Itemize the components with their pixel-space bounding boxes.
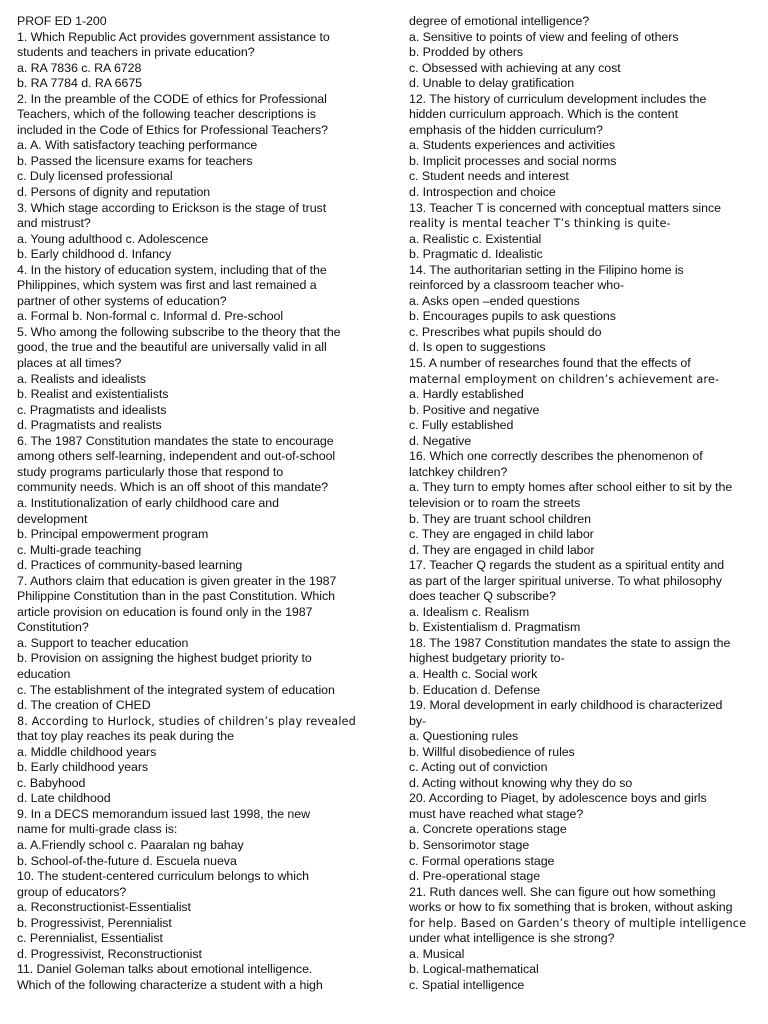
left-column-line: a. Realists and idealists (17, 371, 146, 386)
left-column-line: c. Pragmatists and idealists (17, 402, 167, 417)
left-column-line: c. Perennialist, Essentialist (17, 931, 163, 946)
left-column-line: group of educators? (17, 884, 127, 899)
right-column-line: a. Students experiences and activities (409, 138, 616, 153)
right-column-line: 12. The history of curriculum development includes the (409, 91, 707, 106)
left-column-line: Philippines, which system was first and last remained a (17, 278, 317, 293)
right-column-line: b. Encourages pupils to ask questions (409, 309, 616, 324)
left-column-line: 1. Which Republic Act provides government assistance to (17, 29, 330, 44)
right-column-line: b. Willful disobedience of rules (409, 744, 575, 759)
left-column-line: a. Young adulthood c. Adolescence (17, 231, 209, 246)
left-column-line: a. Institutionalization of early childhood care and (17, 495, 279, 510)
right-column-line: 20. According to Piaget, by adolescence boys and girls (409, 791, 707, 806)
left-column-line: d. Pragmatists and realists (17, 418, 162, 433)
left-column-line: 4. In the history of education system, including that of the (17, 262, 327, 277)
left-column-line: Constitution? (17, 620, 89, 635)
right-column-line: c. Fully established (409, 418, 514, 433)
left-column-line: development (17, 511, 88, 526)
left-column-line: a. Formal b. Non-formal c. Informal d. Pre-school (17, 309, 284, 324)
left-column-line: community needs. Which is an off shoot of this mandate? (17, 480, 329, 495)
right-column-line: as part of the larger spiritual universe. To what philosophy (409, 573, 722, 588)
right-column-line: a. Health c. Social work (409, 666, 538, 681)
right-column-line: hidden curriculum approach. Which is the content (409, 107, 678, 122)
left-column-line: study programs particularly those that respond to (17, 464, 284, 479)
left-column-line: partner of other systems of education? (17, 293, 227, 308)
left-column-line: and mistrust? (17, 216, 91, 231)
left-column-line: education (17, 666, 71, 681)
left-column-line: d. Practices of community-based learning (17, 558, 243, 573)
right-column-line: b. Sensorimotor stage (409, 837, 530, 852)
right-column-line: under what intelligence is she strong? (409, 931, 615, 946)
right-column-line: d. Unable to delay gratification (409, 76, 575, 91)
left-column-line: d. The creation of CHED (17, 698, 151, 713)
left-column-line: among others self-learning, independent and out-of-school (17, 449, 336, 464)
right-column-line: highest budgetary priority to- (409, 651, 565, 666)
right-column-line: b. Implicit processes and social norms (409, 153, 617, 168)
left-column-line: that toy play reaches its peak during the (17, 729, 234, 744)
right-column-line: a. Realistic c. Existential (409, 231, 542, 246)
left-column-line: b. Realist and existentialists (17, 387, 169, 402)
left-column-line: d. Persons of dignity and reputation (17, 185, 211, 200)
right-column-line: 13. Teacher T is concerned with conceptual matters since (409, 200, 721, 215)
left-column-line: places at all times? (17, 356, 122, 371)
right-column-line: 15. A number of researches found that the effects of (409, 356, 691, 371)
right-column-line: 14. The authoritarian setting in the Filipino home is (409, 262, 684, 277)
left-column-line: d. Late childhood (17, 791, 111, 806)
right-column-line: a. Hardly established (409, 387, 524, 402)
right-column-line: must have reached what stage? (409, 806, 584, 821)
right-column-line: 18. The 1987 Constitution mandates the state to assign the (409, 635, 731, 650)
left-column-line: name for multi-grade class is: (17, 822, 178, 837)
right-column-line: d. Acting without knowing why they do so (409, 775, 633, 790)
right-column-line: 16. Which one correctly describes the phenomenon of (409, 449, 703, 464)
left-column-line: students and teachers in private education? (17, 45, 255, 60)
left-column-line: c. Duly licensed professional (17, 169, 173, 184)
right-column-line: c. Student needs and interest (409, 169, 569, 184)
left-column-line: PROF ED 1-200 (17, 14, 107, 28)
right-column-line: d. Pre-operational stage (409, 869, 541, 884)
left-column-line: 5. Who among the following subscribe to the theory that the (17, 324, 341, 339)
left-column-line: a. A. With satisfactory teaching performance (17, 138, 258, 153)
right-column-line: television or to roam the streets (409, 495, 581, 510)
left-column-line: a. Support to teacher education (17, 635, 189, 650)
right-column-line: b. Pragmatic d. Idealistic (409, 247, 543, 262)
left-column-line: good, the true and the beautiful are universally valid in all (17, 340, 327, 355)
left-column-line: d. Progressivist, Reconstructionist (17, 946, 202, 961)
left-text-column (17, 14, 373, 993)
left-column-line: c. Multi-grade teaching (17, 542, 142, 557)
right-column-line: a. Sensitive to points of view and feeling of others (409, 29, 679, 44)
right-column-line: by- (409, 713, 427, 728)
left-column-line: b. RA 7784 d. RA 6675 (17, 76, 143, 91)
right-column-line: a. Musical (409, 946, 465, 961)
left-column-line: 8. According to Hurlock, studies of children’s play revealed (17, 714, 356, 728)
right-column-line: b. Existentialism d. Pragmatism (409, 620, 581, 635)
left-column-line: 11. Daniel Goleman talks about emotional intelligence. (17, 962, 313, 977)
right-column-line: 17. Teacher Q regards the student as a spiritual entity and (409, 558, 725, 573)
left-column-line: 6. The 1987 Constitution mandates the state to encourage (17, 433, 334, 448)
right-column-line: 19. Moral development in early childhood is characterized (409, 698, 723, 713)
left-column-line: b. Early childhood years (17, 760, 149, 775)
left-column-line: b. Principal empowerment program (17, 527, 209, 542)
left-column-line: c. Babyhood (17, 775, 86, 790)
left-column-line: a. Reconstructionist-Essentialist (17, 900, 191, 915)
left-column-line: 9. In a DECS memorandum issued last 1998, the new (17, 806, 311, 821)
left-column-line: c. The establishment of the integrated system of education (17, 682, 335, 697)
right-column-line: reinforced by a classroom teacher who- (409, 278, 625, 293)
left-column-line: 3. Which stage according to Erickson is the stage of trust (17, 200, 327, 215)
left-column-line: Philippine Constitution than in the past Constitution. Which (17, 589, 335, 604)
left-column-line: 10. The student-centered curriculum belongs to which (17, 869, 309, 884)
right-text-column (409, 14, 759, 993)
right-column-line: works or how to fix something that is broken, without asking (409, 900, 733, 915)
right-column-line: b. Positive and negative (409, 402, 540, 417)
right-column-line: latchkey children? (409, 464, 508, 479)
right-column-line: a. Asks open –ended questions (409, 293, 580, 308)
right-column-line: maternal employment on children’s achievement are- (409, 372, 720, 386)
left-column-line: 2. In the preamble of the CODE of ethics for Professional (17, 91, 327, 106)
left-column-line: 7. Authors claim that education is given greater in the 1987 (17, 573, 337, 588)
right-column-line: for help. Based on Garden’s theory of multiple intelligence (409, 916, 747, 930)
right-column-line: b. They are truant school children (409, 511, 591, 526)
right-column-line: c. Acting out of conviction (409, 760, 548, 775)
left-column-line: b. Provision on assigning the highest budget priority to (17, 651, 312, 666)
left-column-line: a. A.Friendly school c. Paaralan ng bahay (17, 837, 244, 852)
left-column-line: Which of the following characterize a student with a high (17, 977, 323, 992)
left-column-line: a. RA 7836 c. RA 6728 (17, 60, 142, 75)
right-column-line: b. Education d. Defense (409, 682, 541, 697)
right-column-line: c. Prescribes what pupils should do (409, 324, 602, 339)
right-column-line: 21. Ruth dances well. She can figure out how something (409, 884, 716, 899)
right-column-line: d. Introspection and choice (409, 185, 556, 200)
right-column-line: b. Logical-mathematical (409, 962, 539, 977)
right-column-line: reality is mental teacher T’s thinking is quite- (409, 217, 671, 231)
right-column-line: degree of emotional intelligence? (409, 14, 590, 28)
right-column-line: b. Prodded by others (409, 45, 524, 60)
right-column-line: d. Is open to suggestions (409, 340, 546, 355)
right-column-line: emphasis of the hidden curriculum? (409, 122, 603, 137)
left-column-line: included in the Code of Ethics for Professional Teachers? (17, 122, 328, 137)
right-column-line: c. Spatial intelligence (409, 977, 525, 992)
right-column-line: a. Concrete operations stage (409, 822, 567, 837)
right-column-line: a. They turn to empty homes after school either to sit by the (409, 480, 733, 495)
left-column-line: b. Passed the licensure exams for teachers (17, 153, 253, 168)
right-column-line: does teacher Q subscribe? (409, 589, 556, 604)
left-column-line: b. School-of-the-future d. Escuela nueva (17, 853, 237, 868)
right-column-line: a. Questioning rules (409, 729, 519, 744)
left-column-line: b. Progressivist, Perennialist (17, 915, 172, 930)
left-column-line: article provision on education is found only in the 1987 (17, 604, 313, 619)
left-column-line: a. Middle childhood years (17, 744, 157, 759)
right-column-line: c. Formal operations stage (409, 853, 555, 868)
left-column-line: b. Early childhood d. Infancy (17, 247, 172, 262)
right-column-line: a. Idealism c. Realism (409, 604, 530, 619)
right-column-line: c. Obsessed with achieving at any cost (409, 60, 621, 75)
right-column-line: d. Negative (409, 433, 472, 448)
right-column-line: d. They are engaged in child labor (409, 542, 595, 557)
left-column-line: Teachers, which of the following teacher descriptions is (17, 107, 316, 122)
right-column-line: c. They are engaged in child labor (409, 527, 594, 542)
